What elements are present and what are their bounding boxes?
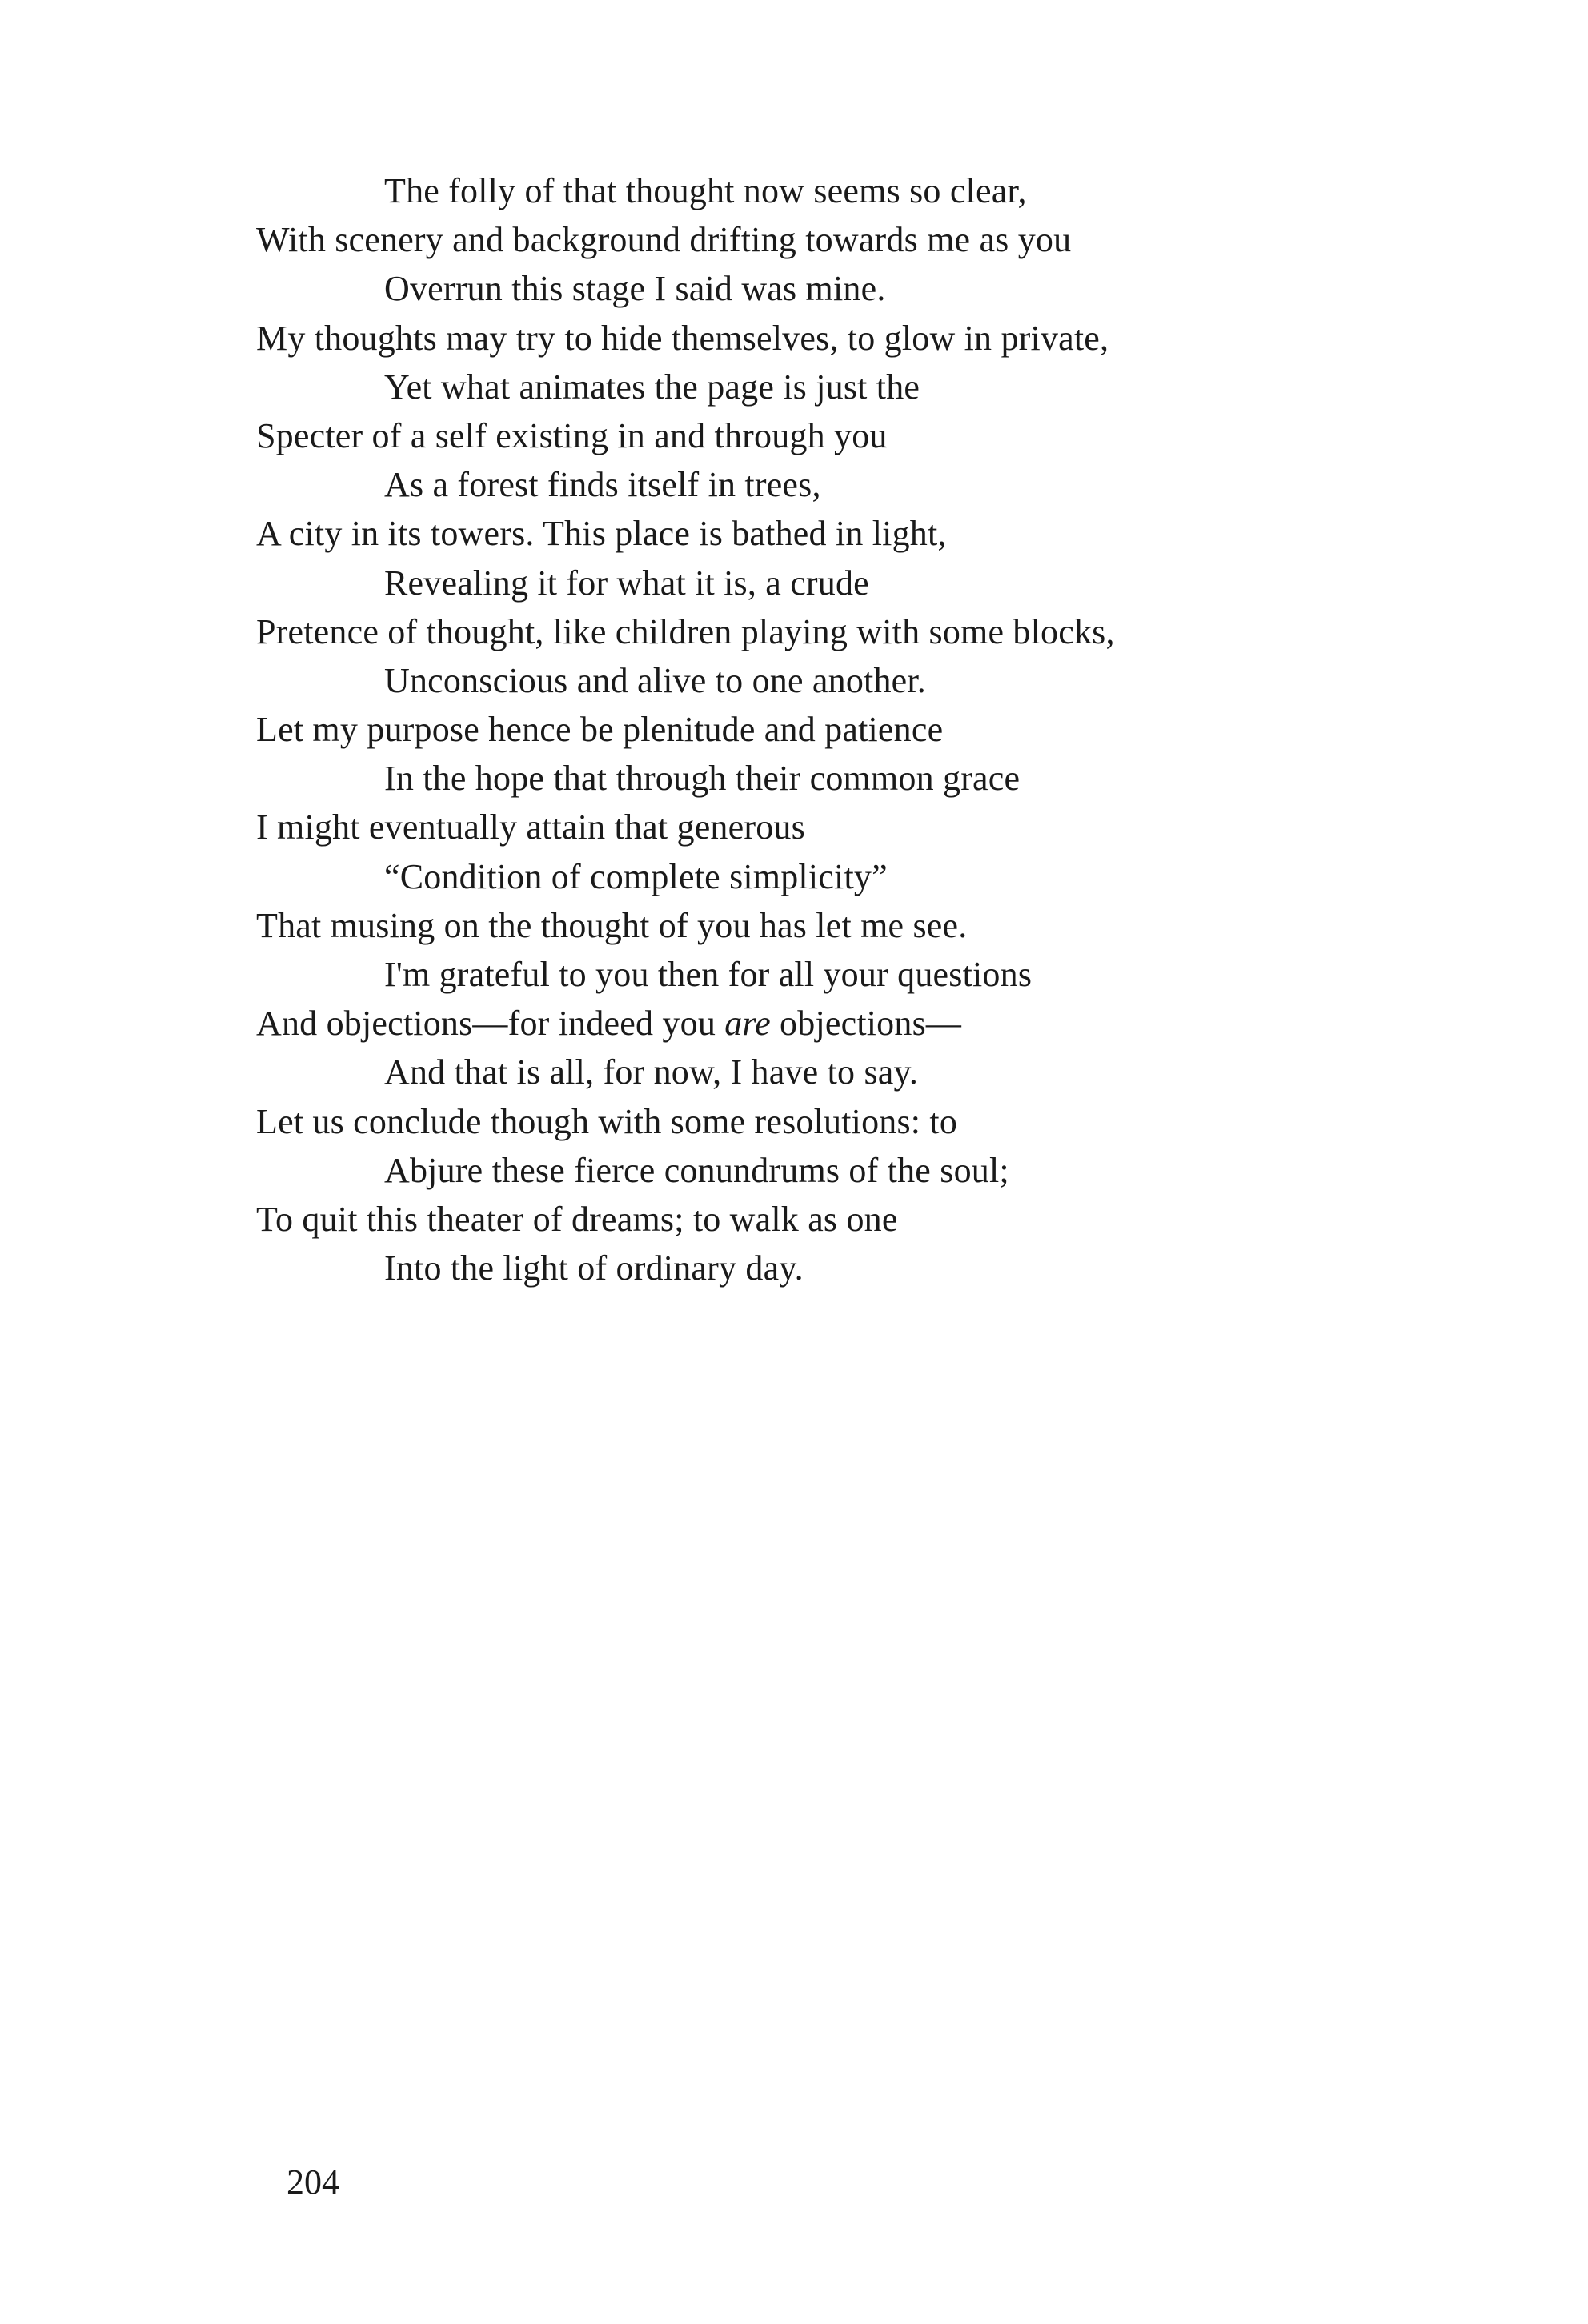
poem-line: Into the light of ordinary day. [384,1248,804,1288]
poem-line: Let my purpose hence be plenitude and patience [256,710,944,750]
poem-line: “Condition of complete simplicity” [384,856,888,896]
poem-line: Yet what animates the page is just the [384,367,920,407]
poem-line: In the hope that through their common grace [384,759,1021,799]
page-number: 204 [287,2162,339,2202]
line-segment: And objections—for indeed you [256,1004,725,1044]
poem-line: That musing on the thought of you has let me see. [256,905,968,945]
poem-line: My thoughts may try to hide themselves, to glow in private, [256,318,1109,358]
poem-line: As a forest finds itself in trees, [384,465,821,505]
poem [256,166,1297,1292]
poem-line: To quit this theater of dreams; to walk as one [256,1199,898,1239]
poem-line: And that is all, for now, I have to say. [384,1052,919,1092]
poem-line: With scenery and background drifting towards me as you [256,220,1072,260]
emphasized-word: are [724,1004,771,1044]
poem-line: Let us conclude though with some resolutions: to [256,1101,958,1141]
poem-line: Pretence of thought, like children playing with some blocks, [256,611,1115,651]
poem-line: I might eventually attain that generous [256,807,805,847]
line-segment: objections— [770,1004,962,1044]
poem-line: Unconscious and alive to one another. [384,660,927,700]
poem-line: The folly of that thought now seems so clear, [384,171,1027,210]
poem-line [256,999,1297,1048]
poem-line: A city in its towers. This place is bathed in light, [256,514,947,554]
poem-line: Overrun this stage I said was mine. [384,269,886,309]
poem-line: Abjure these fierce conundrums of the soul; [384,1150,1009,1190]
poem-line: Revealing it for what it is, a crude [384,563,869,603]
poem-line: Specter of a self existing in and through you [256,415,888,455]
poem-line: I'm grateful to you then for all your questions [384,955,1033,994]
